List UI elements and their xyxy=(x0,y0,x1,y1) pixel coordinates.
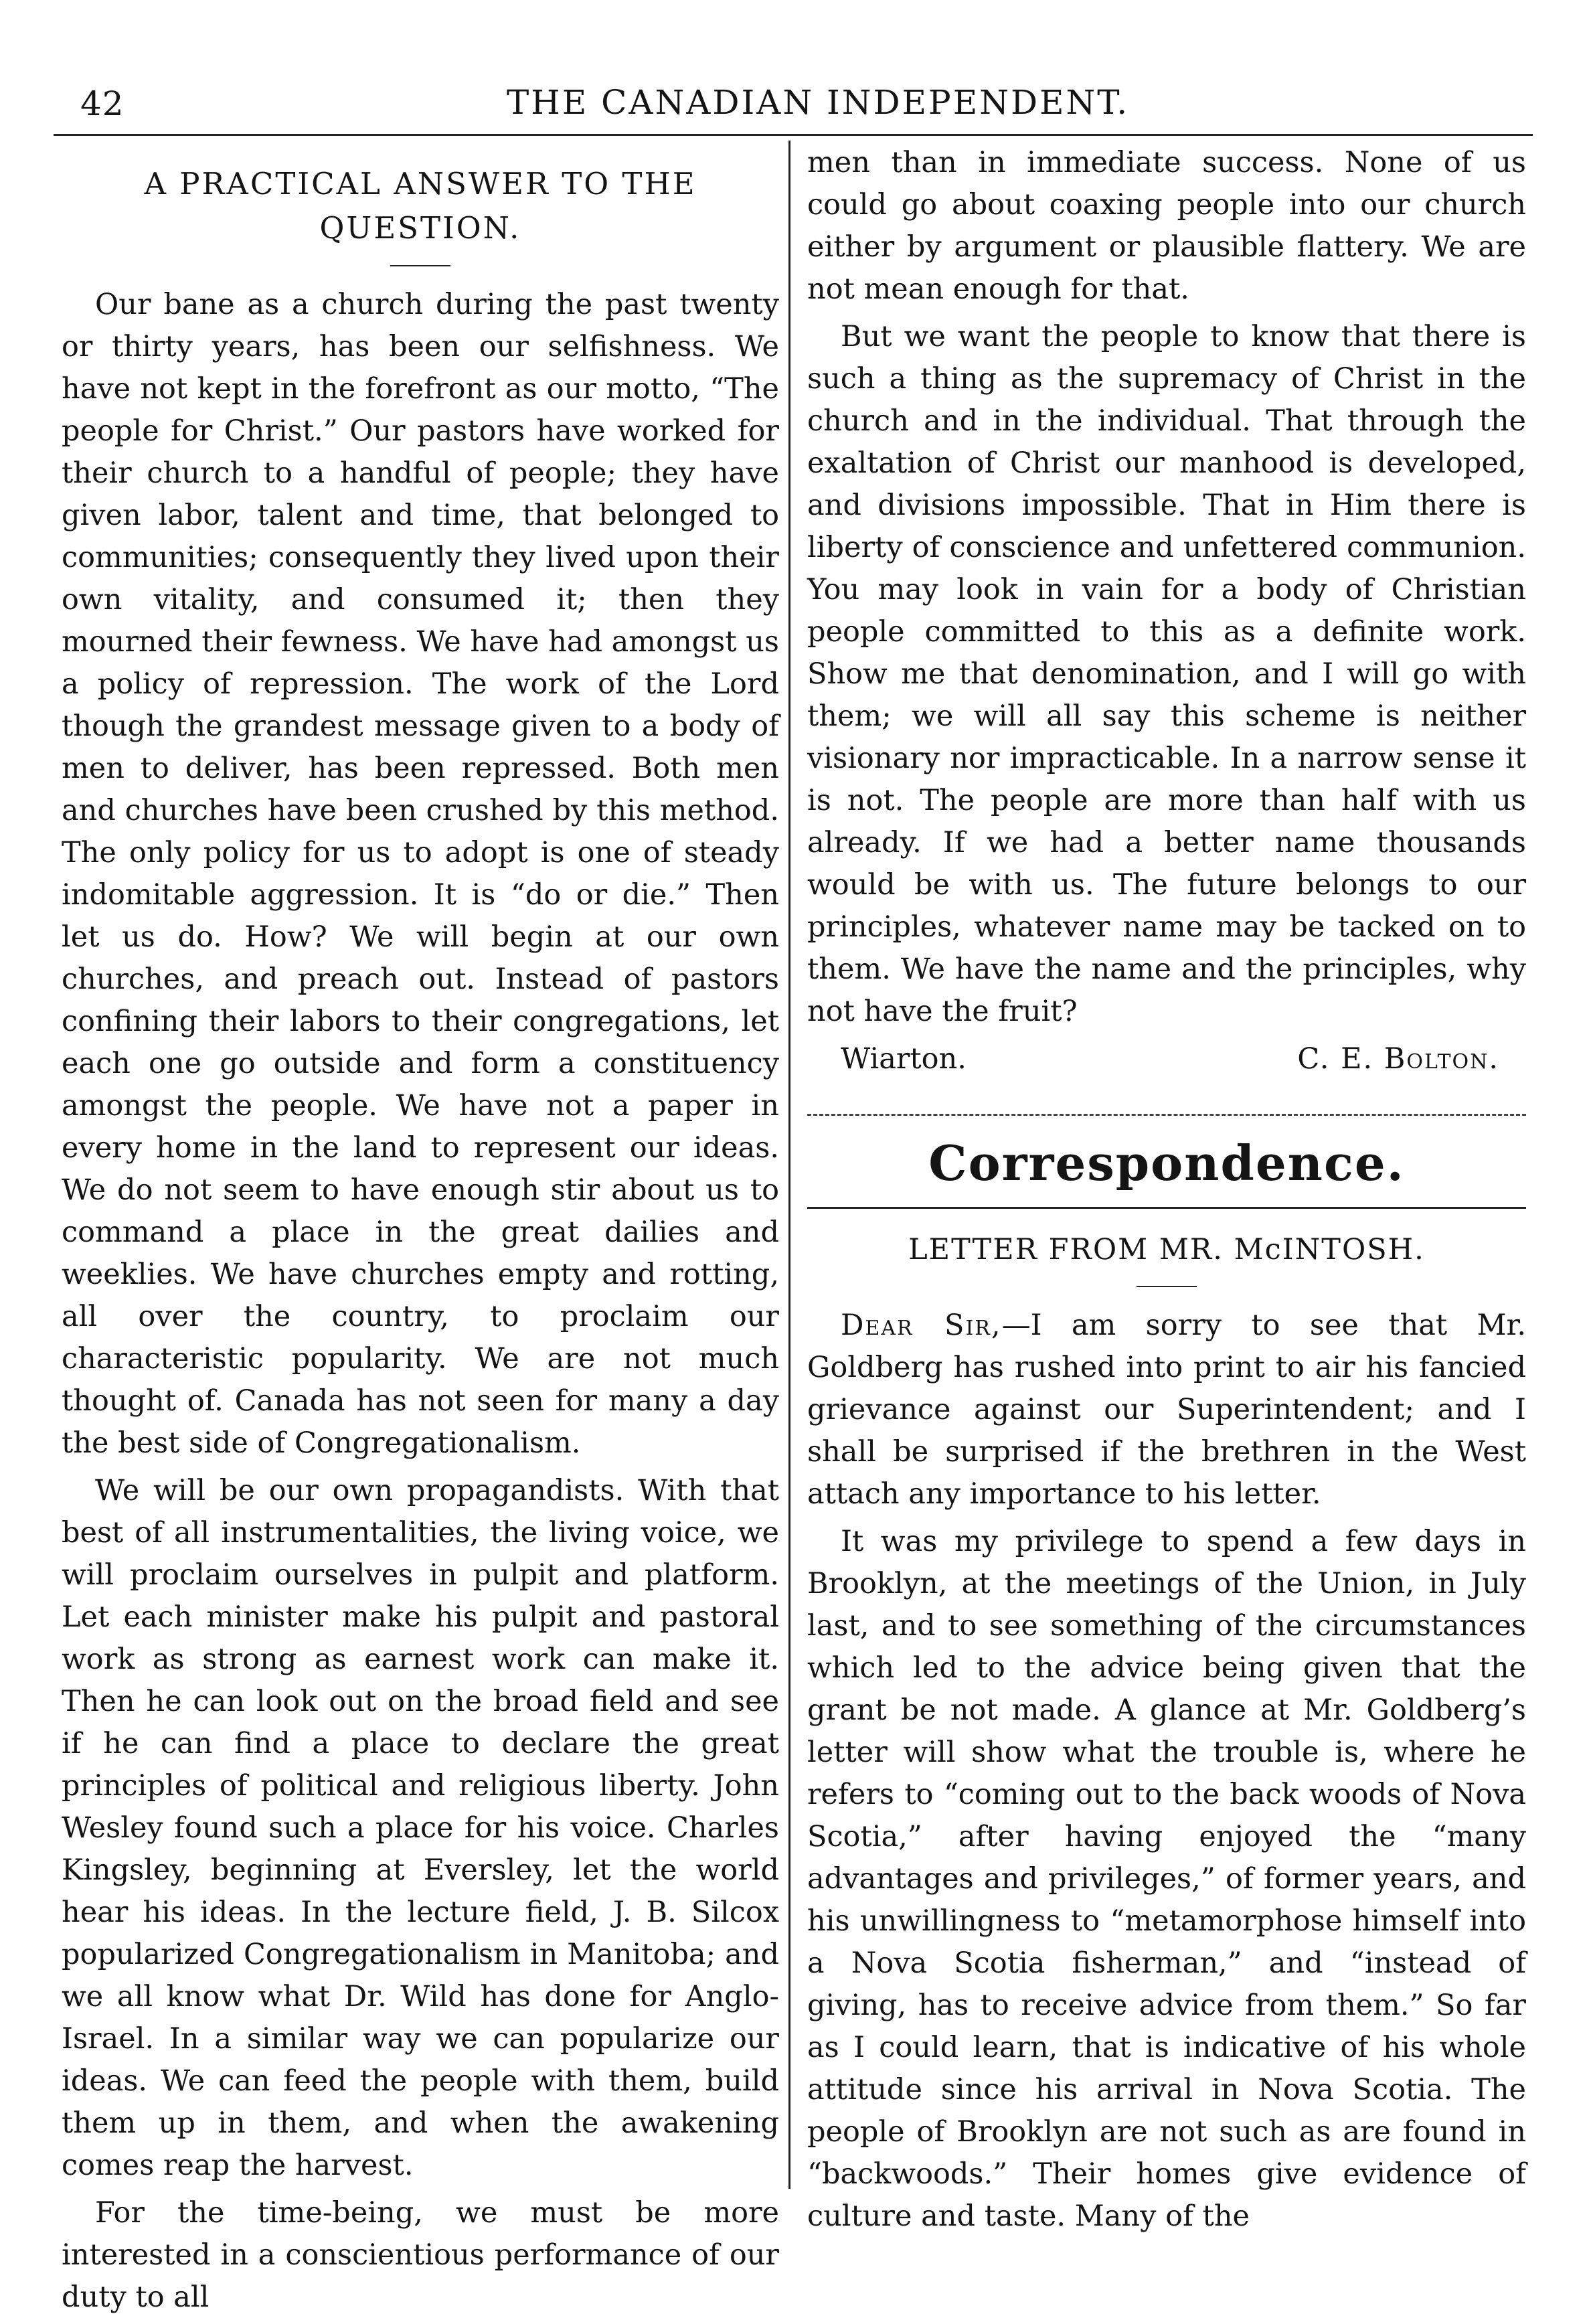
title-rule xyxy=(390,265,450,266)
article-paragraph-3: For the time-being, we must be more interested in a conscientious performance of our duty to all xyxy=(62,2196,779,2314)
section-divider xyxy=(807,1114,1526,1116)
article-continuation-paragraph: men than in immediate success. None of us could go about coaxing people into our church either by argument or plausible flattery. We are not mean enough for that. xyxy=(807,146,1526,306)
letter-salutation: Dear Sir, xyxy=(841,1309,1002,1342)
letter-title-rule xyxy=(1137,1286,1197,1287)
letter-title: LETTER FROM MR. McINTOSH. xyxy=(908,1233,1425,1266)
section-rule xyxy=(807,1207,1526,1209)
letter-paragraph-1-text: —I am sorry to see that Mr. Goldberg has rushed into print to air his fancied grievance against our Superintendent; and I shall be surprised if the brethren in the West attach any importance to his letter. xyxy=(807,1309,1526,1511)
signature-author: C. E. Bolton. xyxy=(1297,1042,1499,1076)
header-rule xyxy=(54,134,1533,136)
article-title: A PRACTICAL ANSWER TO THE QUESTION. xyxy=(144,166,697,246)
article-paragraph-2: We will be our own propagandists. With that best of all instrumentalities, the living voice, we will proclaim ourselves in pulpit and platform. Let each minister make his pulpit and pastoral work as strong as earnest work can make it. Then he can look out on the broad field and see if he can find a place to declare the great principles of political and religious liberty. John Wesley found such a place for his voice. Charles Kingsley, beginning at Eversley, let the world hear his ideas. In the lecture field, J. B. Silcox popularized Congregationalism in Manitoba; and we all know what Dr. Wild has done for Anglo-Israel. In a similar way we can popularize our ideas. We can feed the people with them, build them up in them, and when the awakening comes reap the harvest. xyxy=(62,1474,779,2182)
right-column xyxy=(807,142,1526,2243)
page-number: 42 xyxy=(80,84,124,123)
article-closing-paragraph: But we want the people to know that there is such a thing as the supremacy of Christ in the church and in the individual. That through the exaltation of Christ our manhood is developed, and divisions impossible. That in Him there is liberty of conscience and unfettered communion. You may look in vain for a body of Christian people committed to this as a definite work. Show me that denomination, and I will go with them; we will all say this scheme is neither visionary nor impracticable. In a narrow sense it is not. The people are more than half with us already. If we had a better name thousands would be with us. The future belongs to our principles, whatever name may be tacked on to them. We have the name and the principles, why not have the fruit? xyxy=(807,320,1526,1028)
article-signature xyxy=(807,1038,1526,1080)
letter-paragraph-1 xyxy=(807,1305,1526,1515)
running-title: THE CANADIAN INDEPENDENT. xyxy=(506,83,1130,122)
column-divider xyxy=(788,141,790,2189)
correspondence-heading: Correspondence. xyxy=(928,1135,1405,1191)
page-header xyxy=(62,80,1514,127)
letter-paragraph-2: It was my privilege to spend a few days in Brooklyn, at the meetings of the Union, in July last, and to see something of the circumstances which led to the advice being given that the grant be not made. A glance at Mr. Goldberg’s letter will show what the trouble is, where he refers to “coming out to the back woods of Nova Scotia,” after having enjoyed the “many advantages and privileges,” of former years, and his unwillingness to “metamorphose himself into a Nova Scotia fisherman,” and “instead of giving, has to receive advice from them.” So far as I could learn, that is indicative of his whole attitude since his arrival in Nova Scotia. The people of Brooklyn are not such as are found in “backwoods.” Their homes give evidence of culture and taste. Many of the xyxy=(807,1525,1526,2233)
signature-place: Wiarton. xyxy=(841,1042,967,1076)
left-column xyxy=(62,142,779,2324)
article-paragraph-1: Our bane as a church during the past twenty or thirty years, has been our selfishness. We have not kept in the forefront as our motto, “The people for Christ.” Our pastors have worked for their church to a handful of people; they have given labor, talent and time, that belonged to communities; consequently they lived upon their own vitality, and consumed it; then they mourned their fewness. We have had amongst us a policy of repression. The work of the Lord though the grandest message given to a body of men to deliver, has been repressed. Both men and churches have been crushed by this method. The only policy for us to adopt is one of steady indomitable aggression. It is “do or die.” Then let us do. How? We will begin at our own churches, and preach out. Instead of pastors confining their labors to their congregations, let each one go outside and form a constituency amongst the people. We have not a paper in every home in the land to represent our ideas. We do not seem to have enough stir about us to command a place in the great dailies and weeklies. We have churches empty and rotting, all over the country, to proclaim our characteristic popularity. We are not much thought of. Canada has not seen for many a day the best side of Congregationalism. xyxy=(62,288,779,1460)
